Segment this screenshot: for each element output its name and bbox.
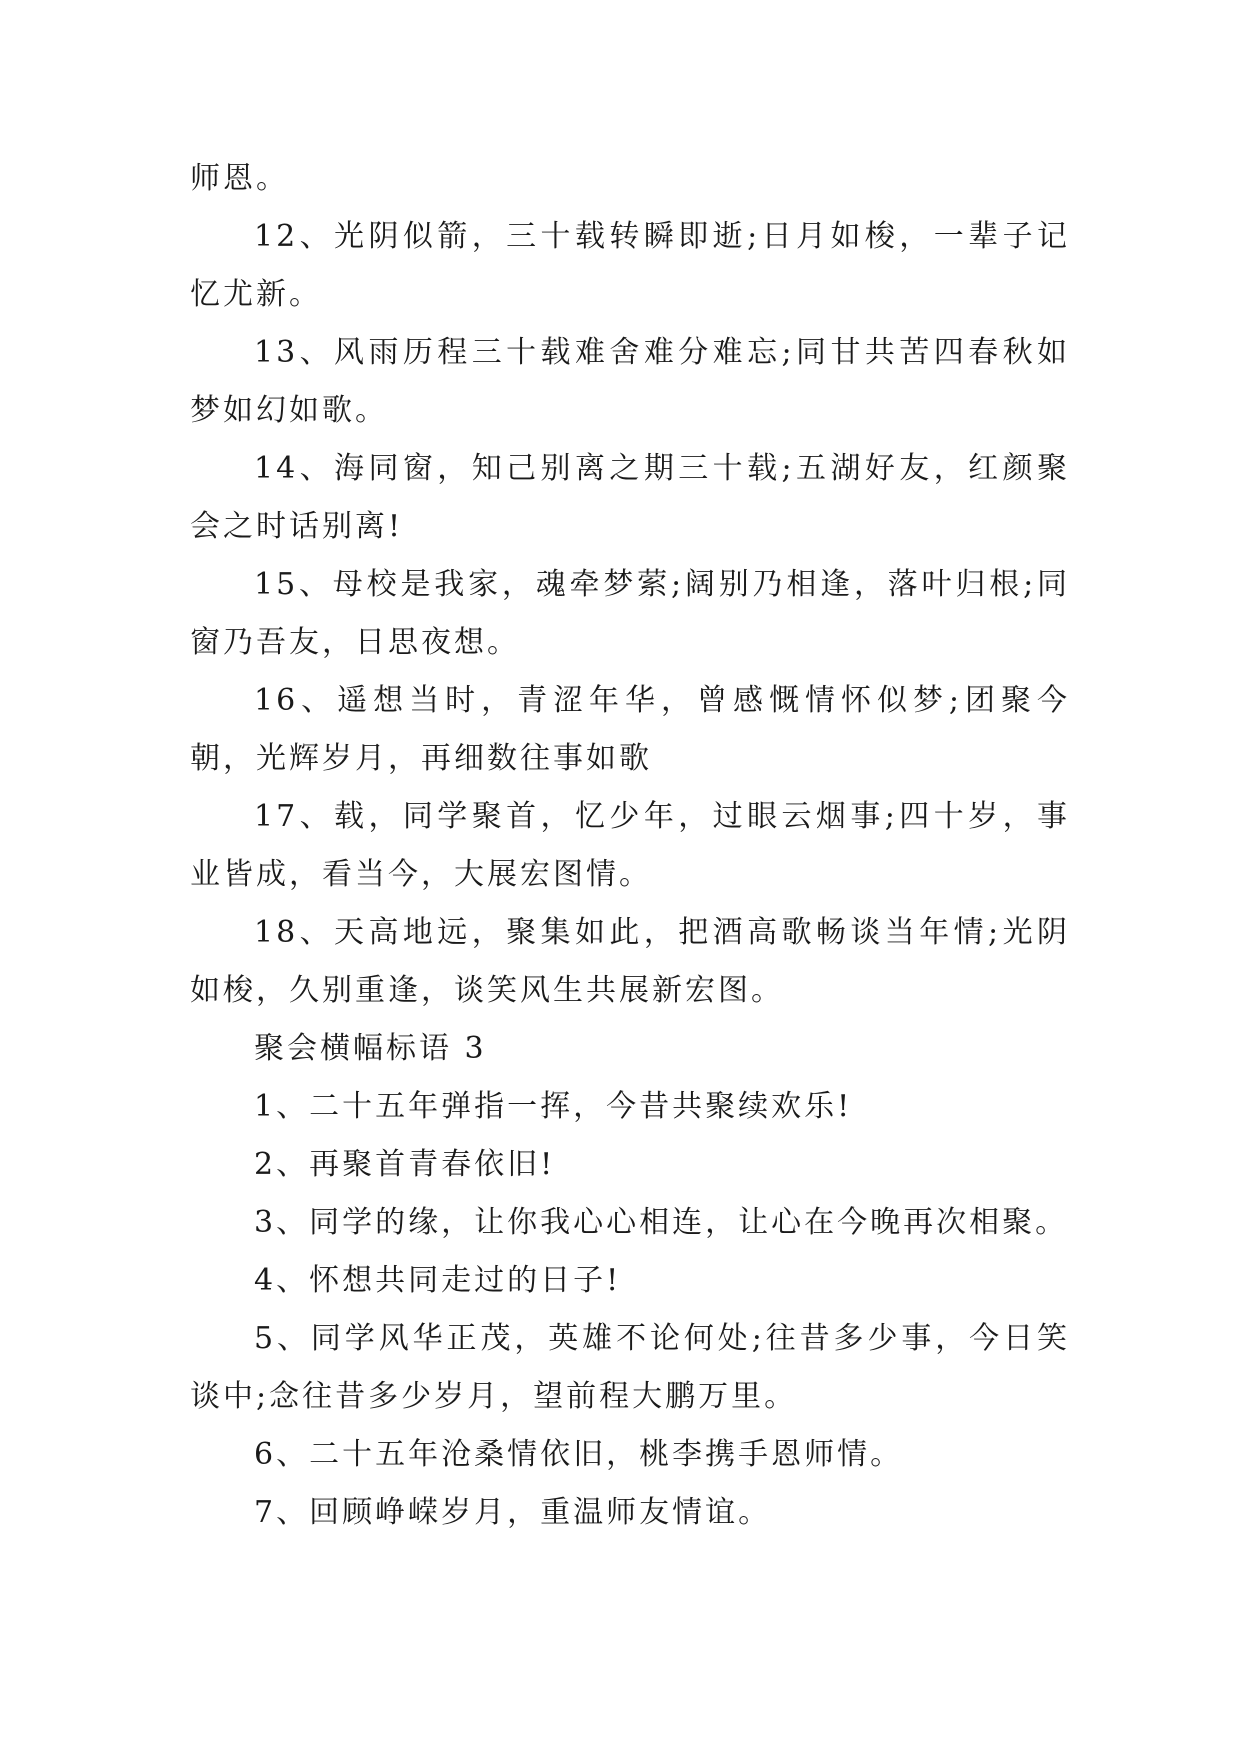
paragraph-item-3: 3、同学的缘，让你我心心相连，让心在今晚再次相聚。: [254, 1205, 1069, 1240]
paragraph-item-13: 13、风雨历程三十载难舍难分难忘;同甘共苦四春秋如梦如幻如歌。: [190, 335, 1070, 428]
paragraph-item-5: 5、同学风华正茂，英雄不论何处;往昔多少事，今日笑谈中;念往昔多少岁月，望前程大鹏万里。: [190, 1321, 1070, 1414]
paragraph-item-18: 18、天高地远，聚集如此，把酒高歌畅谈当年情;光阴如梭，久别重逢，谈笑风生共展新宏图。: [190, 915, 1070, 1008]
paragraph-item-17: 17、载，同学聚首，忆少年，过眼云烟事;四十岁，事业皆成，看当今，大展宏图情。: [190, 799, 1070, 892]
section-heading: 聚会横幅标语 3: [254, 1031, 487, 1066]
paragraph-item-16: 16、遥想当时，青涩年华，曾感慨情怀似梦;团聚今朝，光辉岁月，再细数往事如歌: [190, 683, 1070, 776]
paragraph-item-6: 6、二十五年沧桑情依旧，桃李携手恩师情。: [254, 1437, 904, 1472]
paragraph-continuation: 师恩。: [190, 161, 289, 196]
paragraph-item-2: 2、再聚首青春依旧!: [254, 1147, 556, 1182]
paragraph-item-4: 4、怀想共同走过的日子!: [254, 1263, 622, 1298]
paragraph-item-12: 12、光阴似箭，三十载转瞬即逝;日月如梭，一辈子记忆尤新。: [190, 219, 1070, 312]
paragraph-item-14: 14、海同窗，知己别离之期三十载;五湖好友，红颜聚会之时话别离!: [190, 451, 1070, 544]
document-body: [190, 150, 1070, 1542]
paragraph-item-7: 7、回顾峥嵘岁月，重温师友情谊。: [254, 1495, 772, 1530]
paragraph-item-1: 1、二十五年弹指一挥，今昔共聚续欢乐!: [254, 1089, 853, 1124]
paragraph-item-15: 15、母校是我家，魂牵梦萦;阔别乃相逢，落叶归根;同窗乃吾友，日思夜想。: [190, 567, 1070, 660]
